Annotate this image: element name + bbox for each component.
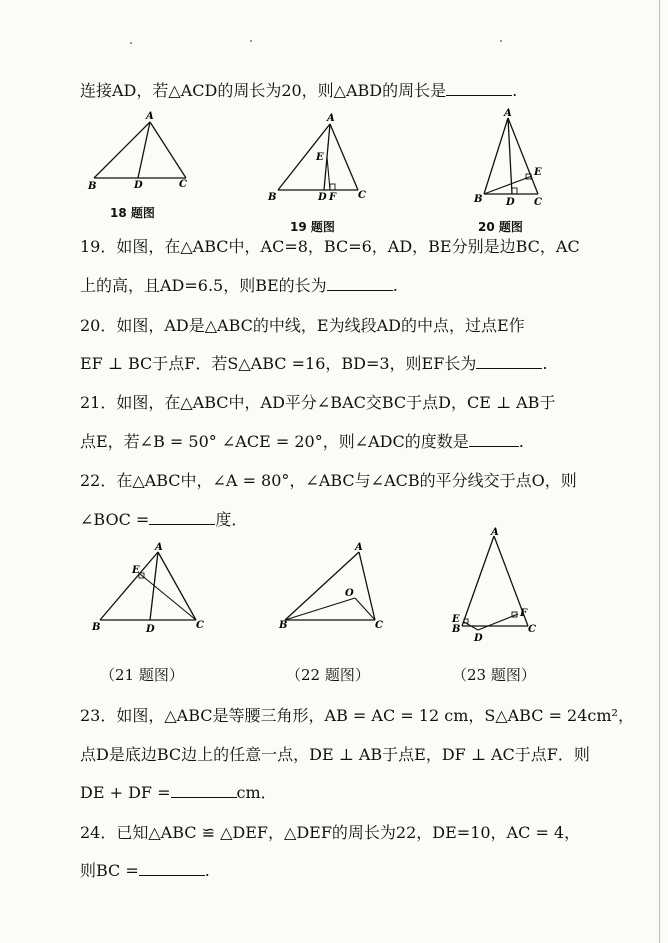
label-B: B bbox=[279, 620, 288, 631]
q20-line1: 20．如图，AD是△ABC的中线，E为线段AD的中点，过点E作 bbox=[80, 316, 525, 335]
q20-line2: EF ⊥ BC于点F．若S△ABC =16，BD=3，则EF长为 . bbox=[80, 354, 548, 373]
caption-20: 20 题图 bbox=[478, 220, 523, 234]
q19-text: 上的高，且AD=6.5，则BE的长为 bbox=[80, 276, 327, 295]
q23-line1: 23．如图，△ABC是等腰三角形，AB = AC = 12 cm，S△ABC = 24cm²， bbox=[80, 706, 634, 725]
q23-line3 bbox=[80, 782, 624, 804]
label-F: F bbox=[520, 608, 528, 619]
page-edge bbox=[659, 0, 660, 943]
q24-answer-blank[interactable] bbox=[139, 861, 205, 876]
q22-text: ∠BOC = bbox=[80, 510, 150, 529]
label-C: C bbox=[534, 197, 542, 208]
label-D: D bbox=[318, 192, 327, 202]
label-A: A bbox=[491, 527, 499, 538]
caption-19: 19 题图 bbox=[290, 220, 335, 234]
label-E: E bbox=[316, 152, 324, 163]
q24-line2: 则BC = . bbox=[80, 861, 210, 880]
q24-text: 则BC = bbox=[80, 861, 139, 880]
label-C: C bbox=[358, 190, 366, 201]
q21-line2: 点E，若∠B = 50° ∠ACE = 20°，则∠ADC的度数是 . bbox=[80, 432, 524, 451]
figure-18 bbox=[86, 110, 196, 195]
label-B: B bbox=[474, 194, 483, 205]
q23-unit: cm． bbox=[236, 783, 277, 802]
figure-19 bbox=[262, 112, 372, 202]
q23-line2: 点D是底边BC边上的任意一点，DE ⊥ AB于点E，DF ⊥ AC于点F．则 bbox=[80, 745, 590, 764]
q21-text: 点E，若∠B = 50° ∠ACE = 20°，则∠ADC的度数是 bbox=[80, 432, 469, 451]
label-C: C bbox=[196, 620, 204, 631]
q19-answer-blank[interactable] bbox=[327, 276, 393, 291]
label-O: O bbox=[345, 588, 354, 599]
label-E: E bbox=[534, 167, 542, 178]
label-A: A bbox=[355, 542, 363, 553]
caption-22: （22 题图） bbox=[286, 666, 370, 684]
figure-21 bbox=[90, 540, 210, 635]
label-C: C bbox=[375, 620, 383, 631]
q24-line1: 24．已知△ABC ≌ △DEF，△DEF的周长为22，DE=10，AC = 4， bbox=[80, 823, 581, 842]
figure-23 bbox=[448, 526, 548, 646]
label-A: A bbox=[504, 108, 512, 119]
label-C: C bbox=[528, 624, 536, 635]
label-B: B bbox=[88, 181, 97, 192]
label-B: B bbox=[268, 192, 277, 202]
q19-line2: 上的高，且AD=6.5，则BE的长为 . bbox=[80, 276, 398, 295]
q18-text: 连接AD，若△ACD的周长为20，则△ABD的周长是 bbox=[80, 81, 447, 100]
caption-21: （21 题图） bbox=[100, 666, 184, 684]
label-E: E bbox=[132, 565, 140, 576]
q18-continuation: 连接AD，若△ACD的周长为20，则△ABD的周长是 . bbox=[80, 81, 518, 100]
caption-23: （23 题图） bbox=[452, 666, 536, 684]
scan-speck bbox=[500, 40, 502, 42]
q22-unit: 度． bbox=[215, 510, 248, 529]
scan-speck bbox=[130, 42, 132, 44]
figure-22 bbox=[275, 540, 395, 635]
q21-answer-blank[interactable] bbox=[469, 432, 519, 447]
label-C: C bbox=[179, 179, 187, 190]
q23-text: DE + DF = bbox=[80, 783, 171, 802]
q22-answer-blank[interactable] bbox=[149, 510, 215, 525]
q22-line1: 22．在△ABC中，∠A = 80°，∠ABC与∠ACB的平分线交于点O，则 bbox=[80, 471, 577, 490]
label-A: A bbox=[146, 111, 154, 122]
label-D: D bbox=[474, 633, 483, 644]
label-D: D bbox=[146, 624, 155, 635]
q23-answer-blank[interactable] bbox=[171, 783, 237, 798]
caption-18: 18 题图 bbox=[110, 206, 155, 220]
figure-20 bbox=[470, 108, 560, 212]
label-D: D bbox=[506, 197, 515, 208]
label-E: E bbox=[452, 614, 460, 625]
q20-answer-blank[interactable] bbox=[476, 354, 542, 369]
q18-answer-blank[interactable] bbox=[446, 81, 512, 96]
label-B: B bbox=[452, 624, 461, 635]
label-D: D bbox=[134, 180, 143, 191]
q20-text: EF ⊥ BC于点F．若S△ABC =16，BD=3，则EF长为 bbox=[80, 354, 477, 373]
q21-line1: 21．如图，在△ABC中，AD平分∠BAC交BC于点D，CE ⊥ AB于 bbox=[80, 393, 556, 412]
label-A: A bbox=[327, 113, 335, 124]
label-A: A bbox=[155, 542, 163, 553]
q19-line1: 19．如图，在△ABC中，AC=8，BC=6，AD，BE分别是边BC，AC bbox=[80, 237, 580, 256]
label-B: B bbox=[92, 622, 101, 633]
label-F: F bbox=[329, 192, 337, 202]
scan-speck bbox=[250, 40, 252, 42]
